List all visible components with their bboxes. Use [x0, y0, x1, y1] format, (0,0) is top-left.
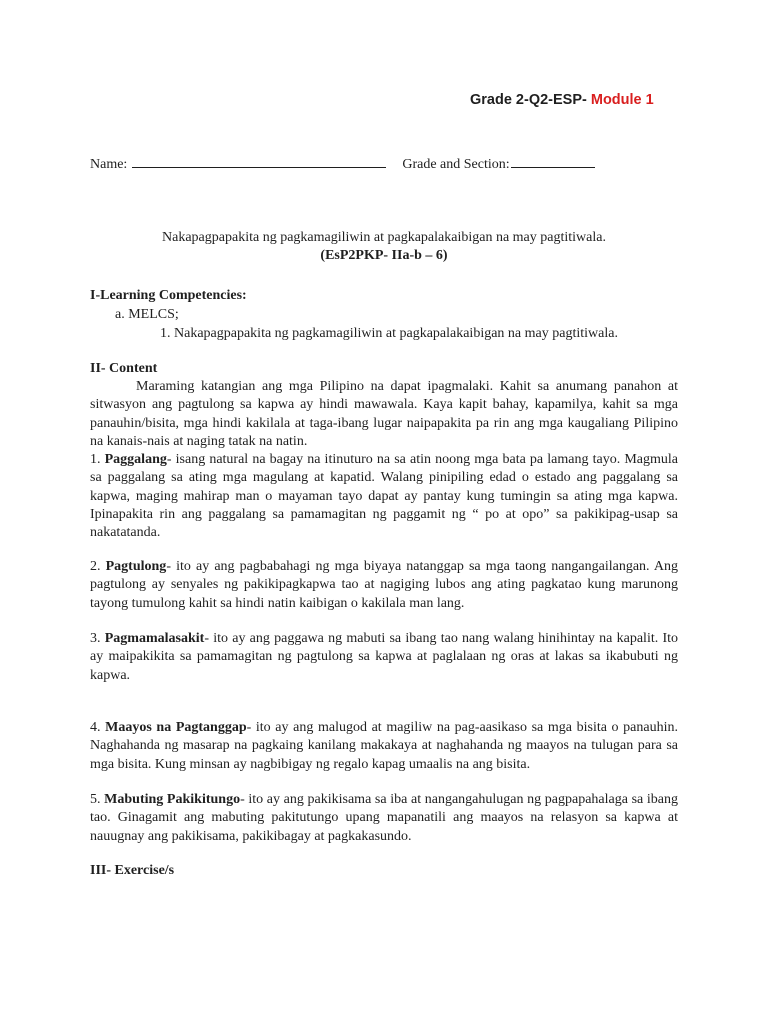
grade-label: Grade 2-Q2-ESP- [470, 92, 591, 108]
item-term: Pagtulong [105, 559, 167, 574]
name-label: Name: [90, 157, 128, 172]
exercise-heading: III- Exercise/s [90, 863, 175, 878]
list-item: 4. Maayos na Pagtanggap- ito ay ang malugod at magiliw na pag-aasikaso sa mga bisita o panauhin. Naghahanda ng masarap na pagkaing kanilang makakaya at naghahanda ng maayos na tulugan para sa mga bisita. Kung minsan ay nagbibigay ng regalo kapag umaalis na ang bisita. [90, 720, 679, 772]
section-blank[interactable] [511, 154, 595, 168]
list-item: 1. Paggalang- isang natural na bagay na itinuturo na sa atin noong mga bata pa lamang tayo. Magmula sa paggalang sa ating mga magulang at kapatid. Walang pinipiling edad o estado ang paggalang sa kapwa, maging mahirap man o mayaman tayo dapat ay pantay kung tumingin sa ating mga kapwa. Ipinapakita rin ang paggalang sa pamamagitan ng paggamit ng “ po at opo” sa pakikipag-usap sa nakatatanda. [90, 452, 678, 541]
lesson-code: (EsP2PKP- IIa-b – 6) [320, 248, 448, 263]
melcs-label: a. MELCS; [115, 307, 179, 322]
content-intro [90, 378, 678, 543]
lesson-title: Nakapagpapakita ng pagkamagiliwin at pagkapalakaibigan na may pagtitiwala. [162, 230, 606, 245]
item-term: Pagmamalasakit [104, 631, 205, 646]
content-heading: II- Content [90, 361, 158, 376]
list-item: 2. Pagtulong- ito ay ang pagbabahagi ng mga biyaya natanggap sa mga taong nangangailangan. Ang pagtulong ay senyales ng pakikipagkapwa tao at nagiging lubos ang ating pagkatao kung marunong tayong tumulong kahit sa hindi natin kaibigan o kakilala man lang. [90, 559, 679, 611]
module-label: Module 1 [590, 92, 654, 108]
section-label: Grade and Section: [402, 157, 510, 172]
competencies-heading: I-Learning Competencies: [90, 288, 247, 303]
module-header [470, 92, 654, 108]
intro-paragraph: Maraming katangian ang mga Pilipino na dapat ipagmalaki. Kahit sa anumang panahon at sitwasyon ang pagtulong sa kapwa ay hindi mawawala. Kaya kapit bahay, kapamilya, kahit sa mga panauhin/bisita, mga hindi kakilala at taga-ibang lugar naipapakita pa rin ang mga kaugaliang Pilipino na kanais-nais at naging tatak na natin. [90, 379, 678, 449]
competency-item: 1. Nakapagpapakita ng pagkamagiliwin at pagkapalakaibigan na may pagtitiwala. [160, 326, 618, 341]
name-blank[interactable] [132, 154, 386, 168]
item-term: Paggalang [104, 452, 167, 468]
item-term: Maayos na Pagtanggap [105, 720, 247, 735]
student-info-row [90, 154, 595, 173]
list-item: 3. Pagmamalasakit- ito ay ang paggawa ng mabuti sa ibang tao nang walang hinihintay na kapalit. Ito ay maipakikita sa pamamagitan ng pagtulong sa kapwa at paglalaan ng oras at lakas sa ikabubuti ng kapwa. [90, 631, 679, 683]
item-term: Mabuting Pakikitungo [104, 792, 241, 807]
list-item: 5. Mabuting Pakikitungo- ito ay ang pakikisama sa iba at nangangahulugan ng pagpapahalaga sa ibang tao. Ginagamit ang mabuting pakitutungo upang mapanatili ang maayos na relasyon sa kapwa at nauugnay ang pakikisama, pakikibagay at pagkakasundo. [90, 792, 679, 844]
